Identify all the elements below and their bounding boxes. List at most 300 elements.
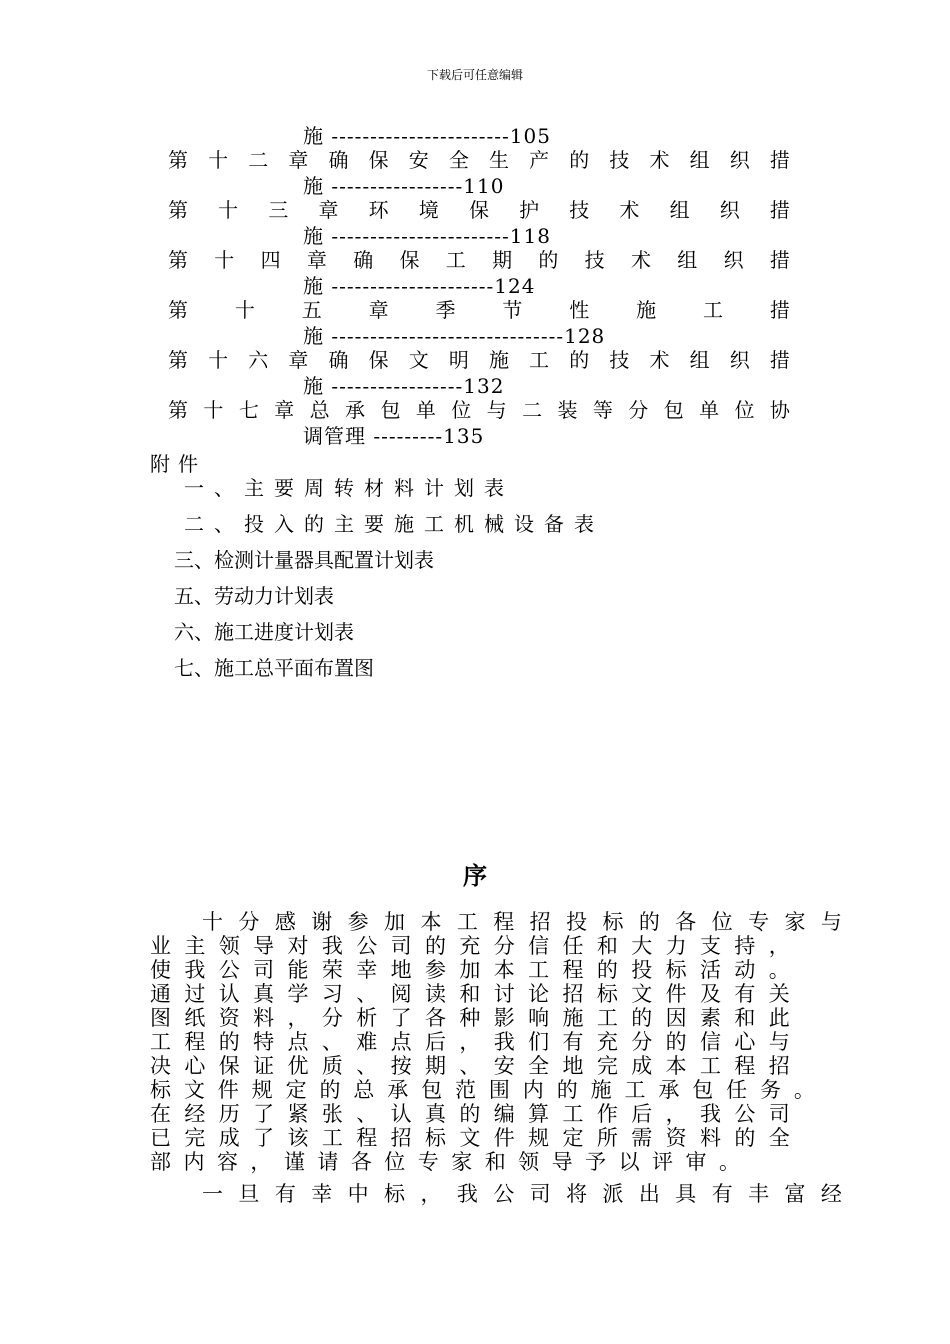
glyph: 包 <box>380 398 401 422</box>
glyph: 专 <box>748 910 770 934</box>
glyph: 术 <box>630 248 651 272</box>
glyph: 。 <box>768 958 790 982</box>
glyph: 完 <box>596 1054 618 1078</box>
preface-line <box>150 910 842 934</box>
glyph: 能 <box>287 958 309 982</box>
glyph: 工 <box>562 1102 584 1126</box>
glyph: 安 <box>493 1054 515 1078</box>
glyph: 所 <box>596 1126 618 1150</box>
glyph: 工 <box>445 248 466 272</box>
glyph: 确 <box>328 148 349 172</box>
glyph: 们 <box>528 1030 550 1054</box>
glyph: 的 <box>638 910 660 934</box>
glyph: 保 <box>368 348 389 372</box>
glyph: 充 <box>459 934 481 958</box>
glyph: 措 <box>769 248 790 272</box>
glyph: 单 <box>415 398 436 422</box>
glyph: 富 <box>784 1182 806 1206</box>
glyph: 和 <box>484 1150 506 1174</box>
glyph: 力 <box>665 934 687 958</box>
glyph: 保 <box>218 1054 240 1078</box>
glyph: 公 <box>356 934 378 958</box>
glyph: 程 <box>734 1054 756 1078</box>
glyph: 感 <box>274 910 296 934</box>
glyph: 章 <box>288 348 309 372</box>
glyph: 十 <box>218 198 239 222</box>
glyph: 分 <box>631 1030 653 1054</box>
glyph: 工 <box>529 348 550 372</box>
glyph: 第 <box>168 198 188 222</box>
glyph: 措 <box>769 148 790 172</box>
glyph: 地 <box>390 958 412 982</box>
glyph: 位 <box>451 398 472 422</box>
preface-line <box>150 958 790 982</box>
glyph: 通 <box>150 982 171 1006</box>
glyph: 十 <box>214 248 235 272</box>
glyph: 评 <box>652 1150 674 1174</box>
glyph: 该 <box>287 1126 309 1150</box>
glyph: 包 <box>421 1078 443 1102</box>
glyph: 质 <box>321 1054 343 1078</box>
glyph: 我 <box>456 1182 478 1206</box>
glyph: 后 <box>425 1030 446 1054</box>
glyph: 十 <box>208 348 229 372</box>
glyph: 司 <box>529 1182 551 1206</box>
glyph: 术 <box>619 198 640 222</box>
glyph: 十 <box>234 298 255 322</box>
glyph: 组 <box>689 348 710 372</box>
glyph: 学 <box>287 982 309 1006</box>
glyph: 派 <box>602 1182 624 1206</box>
glyph: 施 <box>489 348 509 372</box>
glyph: 响 <box>528 1006 550 1030</box>
glyph: 司 <box>253 958 275 982</box>
glyph: 了 <box>253 1102 275 1126</box>
page-header: 下载后可任意编辑 <box>426 68 523 82</box>
glyph: 图 <box>150 1006 171 1030</box>
glyph: 点 <box>390 1030 412 1054</box>
glyph: 标 <box>602 910 624 934</box>
glyph: 习 <box>321 982 343 1006</box>
glyph: 工 <box>624 1078 646 1102</box>
glyph: 业 <box>150 934 171 958</box>
glyph: 与 <box>768 1030 790 1054</box>
preface-title: 序 <box>463 861 487 890</box>
glyph: 与 <box>486 398 507 422</box>
toc-chapter-17-title[interactable] <box>168 398 790 422</box>
glyph: ， <box>459 1030 481 1054</box>
glyph: 审 <box>685 1150 707 1174</box>
glyph: 十 <box>203 398 224 422</box>
glyph: 文 <box>631 982 653 1006</box>
glyph: 公 <box>218 958 240 982</box>
appendix-item-2: 二、投入的主要施工机械设备表 <box>184 512 604 536</box>
glyph: 第 <box>168 398 188 422</box>
glyph: 、 <box>356 982 378 1006</box>
glyph: 和 <box>734 1006 756 1030</box>
glyph: 术 <box>649 148 670 172</box>
glyph: 主 <box>184 934 206 958</box>
glyph: 织 <box>719 198 740 222</box>
glyph: 本 <box>420 910 442 934</box>
glyph: 招 <box>529 910 551 934</box>
glyph: 性 <box>569 298 590 322</box>
glyph: 导 <box>253 934 275 958</box>
preface-line <box>150 934 790 958</box>
glyph: 期 <box>492 248 513 272</box>
toc-chapter-14-title[interactable] <box>168 248 790 272</box>
glyph: 予 <box>585 1150 607 1174</box>
glyph: 措 <box>769 348 790 372</box>
glyph: 十 <box>208 148 229 172</box>
glyph: 技 <box>584 248 605 272</box>
glyph: 分 <box>321 1006 343 1030</box>
glyph: 经 <box>820 1182 842 1206</box>
glyph: 位 <box>734 398 755 422</box>
glyph: 的 <box>734 1126 756 1150</box>
glyph: 确 <box>328 348 349 372</box>
glyph: 谨 <box>283 1150 305 1174</box>
preface-line <box>150 1006 790 1030</box>
glyph: 第 <box>168 298 188 322</box>
glyph: 领 <box>518 1150 540 1174</box>
glyph: 季 <box>435 298 456 322</box>
glyph: 组 <box>677 248 698 272</box>
glyph: 工 <box>528 958 550 982</box>
glyph: 工 <box>700 1054 721 1078</box>
glyph: 范 <box>455 1078 477 1102</box>
glyph: 招 <box>390 1126 412 1150</box>
glyph: 了 <box>253 1126 275 1150</box>
glyph: 加 <box>384 910 406 934</box>
appendix-item-5: 五、劳动力计划表 <box>174 584 334 608</box>
glyph: 请 <box>317 1150 339 1174</box>
glyph: 二 <box>522 398 543 422</box>
glyph: 公 <box>734 1102 756 1126</box>
glyph: 成 <box>218 1126 240 1150</box>
glyph: 明 <box>448 348 469 372</box>
preface-line <box>150 982 790 1006</box>
glyph: 位 <box>711 910 733 934</box>
glyph: 算 <box>528 1102 550 1126</box>
glyph: 素 <box>700 1006 721 1030</box>
glyph: 保 <box>399 248 420 272</box>
glyph: 各 <box>425 1006 446 1030</box>
glyph: 四 <box>260 248 281 272</box>
toc-chapter-17-cont: 调管理 ---------135 <box>303 424 485 448</box>
glyph: 分 <box>493 934 515 958</box>
glyph: 期 <box>425 1054 446 1078</box>
glyph: 使 <box>150 958 171 982</box>
glyph: 析 <box>356 1006 378 1030</box>
glyph: 司 <box>768 1102 790 1126</box>
glyph: 以 <box>618 1150 640 1174</box>
glyph: 标 <box>596 982 618 1006</box>
glyph: 确 <box>353 248 374 272</box>
glyph: 包 <box>692 1078 714 1102</box>
glyph: 工 <box>596 1006 618 1030</box>
glyph: 的 <box>538 248 559 272</box>
glyph: 章 <box>368 298 389 322</box>
preface-line <box>150 1030 790 1054</box>
glyph: 因 <box>665 1006 687 1030</box>
glyph: 十 <box>202 910 223 934</box>
glyph: 部 <box>150 1150 171 1174</box>
glyph: 历 <box>218 1102 240 1126</box>
glyph: 承 <box>658 1078 680 1102</box>
glyph: 章 <box>318 198 339 222</box>
glyph: 紧 <box>287 1102 309 1126</box>
glyph: 环 <box>368 198 389 222</box>
toc-chapter-13-cont: 施 -----------------------118 <box>303 224 551 248</box>
glyph: 投 <box>631 958 653 982</box>
toc-lead-line: 施 -----------------------105 <box>303 124 551 148</box>
glyph: 导 <box>551 1150 573 1174</box>
glyph: 料 <box>700 1126 721 1150</box>
glyph: 的 <box>425 934 446 958</box>
glyph: 的 <box>631 1006 653 1030</box>
glyph: 七 <box>238 398 259 422</box>
glyph: 招 <box>768 1054 790 1078</box>
glyph: 工 <box>321 1126 343 1150</box>
glyph: 容 <box>216 1150 238 1174</box>
glyph: 影 <box>493 1006 515 1030</box>
glyph: 编 <box>493 1102 515 1126</box>
glyph: 件 <box>493 1126 515 1150</box>
glyph: 我 <box>700 1102 721 1126</box>
glyph: 内 <box>183 1150 205 1174</box>
glyph: 成 <box>631 1054 653 1078</box>
glyph: 二 <box>248 148 269 172</box>
glyph: 围 <box>488 1078 510 1102</box>
glyph: 家 <box>784 910 806 934</box>
glyph: 工 <box>150 1030 171 1054</box>
glyph: 和 <box>459 982 481 1006</box>
glyph: 组 <box>689 148 710 172</box>
glyph: ， <box>768 934 790 958</box>
glyph: 六 <box>248 348 269 372</box>
glyph: 技 <box>609 348 630 372</box>
glyph: 包 <box>663 398 684 422</box>
glyph: 本 <box>665 1054 687 1078</box>
glyph: ， <box>250 1150 272 1174</box>
glyph: 的 <box>459 1102 481 1126</box>
glyph: 需 <box>631 1126 653 1150</box>
glyph: 各 <box>675 910 697 934</box>
glyph: 投 <box>566 910 588 934</box>
glyph: 境 <box>418 198 439 222</box>
glyph: 各 <box>350 1150 372 1174</box>
glyph: 点 <box>287 1030 309 1054</box>
glyph: 安 <box>408 148 429 172</box>
toc-chapter-15-title[interactable] <box>168 298 790 322</box>
glyph: 张 <box>321 1102 343 1126</box>
glyph: 分 <box>238 910 260 934</box>
glyph: 保 <box>468 198 489 222</box>
glyph: 、 <box>459 1054 481 1078</box>
glyph: 难 <box>356 1030 378 1054</box>
glyph: 家 <box>451 1150 473 1174</box>
glyph: 施 <box>590 1078 612 1102</box>
glyph: 资 <box>665 1126 687 1150</box>
glyph: 信 <box>700 1030 721 1054</box>
glyph: 织 <box>729 348 750 372</box>
glyph: 种 <box>459 1006 481 1030</box>
glyph: 件 <box>217 1078 239 1102</box>
glyph: 文 <box>408 348 429 372</box>
glyph: 标 <box>384 1182 406 1206</box>
glyph: 与 <box>820 910 842 934</box>
glyph: 章 <box>288 148 309 172</box>
glyph: 施 <box>562 1006 584 1030</box>
glyph: 承 <box>387 1078 409 1102</box>
toc-chapter-15-cont: 施 ------------------------------128 <box>303 324 606 348</box>
glyph: 文 <box>183 1078 205 1102</box>
glyph: 及 <box>700 982 721 1006</box>
preface-line <box>150 1126 790 1150</box>
glyph: 真 <box>253 982 275 1006</box>
glyph: 完 <box>184 1126 206 1150</box>
glyph: 单 <box>699 398 720 422</box>
glyph: 的 <box>218 1030 240 1054</box>
glyph: 中 <box>347 1182 369 1206</box>
glyph: 具 <box>675 1182 697 1206</box>
glyph: 证 <box>253 1054 275 1078</box>
glyph: 活 <box>700 958 721 982</box>
preface-line <box>150 1078 815 1102</box>
glyph: 动 <box>734 958 756 982</box>
glyph: 我 <box>493 1030 515 1054</box>
glyph: 司 <box>390 934 412 958</box>
glyph: 等 <box>592 398 613 422</box>
glyph: 后 <box>631 1102 653 1126</box>
glyph: 我 <box>184 958 206 982</box>
glyph: 位 <box>384 1150 406 1174</box>
glyph: 程 <box>562 958 584 982</box>
glyph: 程 <box>356 1126 378 1150</box>
glyph: 工 <box>456 910 478 934</box>
glyph: 充 <box>596 1030 618 1054</box>
toc-chapter-14-cont: 施 ---------------------124 <box>303 274 536 298</box>
glyph: 施 <box>636 298 657 322</box>
glyph: 有 <box>562 1030 584 1054</box>
glyph: 了 <box>390 1006 412 1030</box>
glyph: 护 <box>519 198 540 222</box>
glyph: 工 <box>703 298 723 322</box>
appendix-item-3: 三、检测计量器具配置计划表 <box>174 548 434 572</box>
glyph: 支 <box>700 934 721 958</box>
toc-chapter-12-title[interactable] <box>168 148 790 172</box>
glyph: 此 <box>768 1006 790 1030</box>
glyph: 任 <box>726 1078 748 1102</box>
glyph: 本 <box>493 958 515 982</box>
glyph: 决 <box>150 1054 171 1078</box>
preface-line <box>150 1054 790 1078</box>
glyph: 认 <box>390 1102 412 1126</box>
glyph: 任 <box>562 934 584 958</box>
glyph: 经 <box>184 1102 206 1126</box>
glyph: 措 <box>769 198 790 222</box>
glyph: 参 <box>347 910 369 934</box>
glyph: 全 <box>448 148 469 172</box>
glyph: 分 <box>628 398 649 422</box>
glyph: 幸 <box>311 1182 333 1206</box>
toc-chapter-12-cont: 施 -----------------110 <box>303 174 505 198</box>
glyph: 标 <box>665 958 687 982</box>
glyph: 的 <box>569 148 590 172</box>
glyph: 承 <box>345 398 366 422</box>
glyph: 组 <box>669 198 690 222</box>
glyph: 信 <box>528 934 550 958</box>
glyph: 织 <box>723 248 744 272</box>
glyph: 措 <box>769 298 790 322</box>
glyph: 旦 <box>238 1182 260 1206</box>
toc-chapter-16-cont: 施 -----------------132 <box>303 374 505 398</box>
glyph: 丰 <box>748 1182 770 1206</box>
glyph: 在 <box>150 1102 171 1126</box>
glyph: 、 <box>356 1102 378 1126</box>
glyph: 章 <box>306 248 327 272</box>
glyph: ， <box>420 1182 442 1206</box>
glyph: 的 <box>596 958 618 982</box>
glyph: 关 <box>768 982 790 1006</box>
glyph: 五 <box>301 298 322 322</box>
toc-chapter-13-title[interactable] <box>168 198 790 222</box>
glyph: 加 <box>459 958 481 982</box>
glyph: 特 <box>253 1030 275 1054</box>
glyph: 幸 <box>356 958 378 982</box>
glyph: 资 <box>218 1006 240 1030</box>
appendix-item-7: 七、施工总平面布置图 <box>174 656 374 680</box>
glyph: 优 <box>287 1054 309 1078</box>
glyph: 纸 <box>184 1006 206 1030</box>
glyph: 荣 <box>321 958 343 982</box>
glyph: 的 <box>665 1030 687 1054</box>
glyph: 过 <box>184 982 206 1006</box>
glyph: 已 <box>150 1126 171 1150</box>
glyph: 将 <box>566 1182 588 1206</box>
glyph: 件 <box>665 982 687 1006</box>
appendix-item-1: 一、主要周转材料计划表 <box>184 476 514 500</box>
glyph: 术 <box>649 348 670 372</box>
glyph: 章 <box>274 398 295 422</box>
glyph: 和 <box>596 934 618 958</box>
glyph: 规 <box>251 1078 273 1102</box>
glyph: 保 <box>368 148 389 172</box>
glyph: 规 <box>528 1126 550 1150</box>
glyph: 讨 <box>493 982 515 1006</box>
glyph: 料 <box>253 1006 275 1030</box>
glyph: 的 <box>319 1078 341 1102</box>
glyph: 三 <box>268 198 289 222</box>
glyph: 论 <box>528 982 550 1006</box>
glyph: 对 <box>287 934 309 958</box>
glyph: ， <box>287 1006 309 1030</box>
glyph: 招 <box>562 982 584 1006</box>
glyph: 、 <box>356 1054 378 1078</box>
glyph: 第 <box>168 348 188 372</box>
glyph: 织 <box>729 148 750 172</box>
glyph: 的 <box>569 348 590 372</box>
glyph: 装 <box>557 398 578 422</box>
glyph: 作 <box>596 1102 618 1126</box>
glyph: 心 <box>184 1054 206 1078</box>
glyph: 技 <box>569 198 590 222</box>
appendix-item-6: 六、施工进度计划表 <box>174 620 354 644</box>
glyph: 的 <box>556 1078 578 1102</box>
glyph: ， <box>665 1102 687 1126</box>
toc-chapter-16-title[interactable] <box>168 348 790 372</box>
